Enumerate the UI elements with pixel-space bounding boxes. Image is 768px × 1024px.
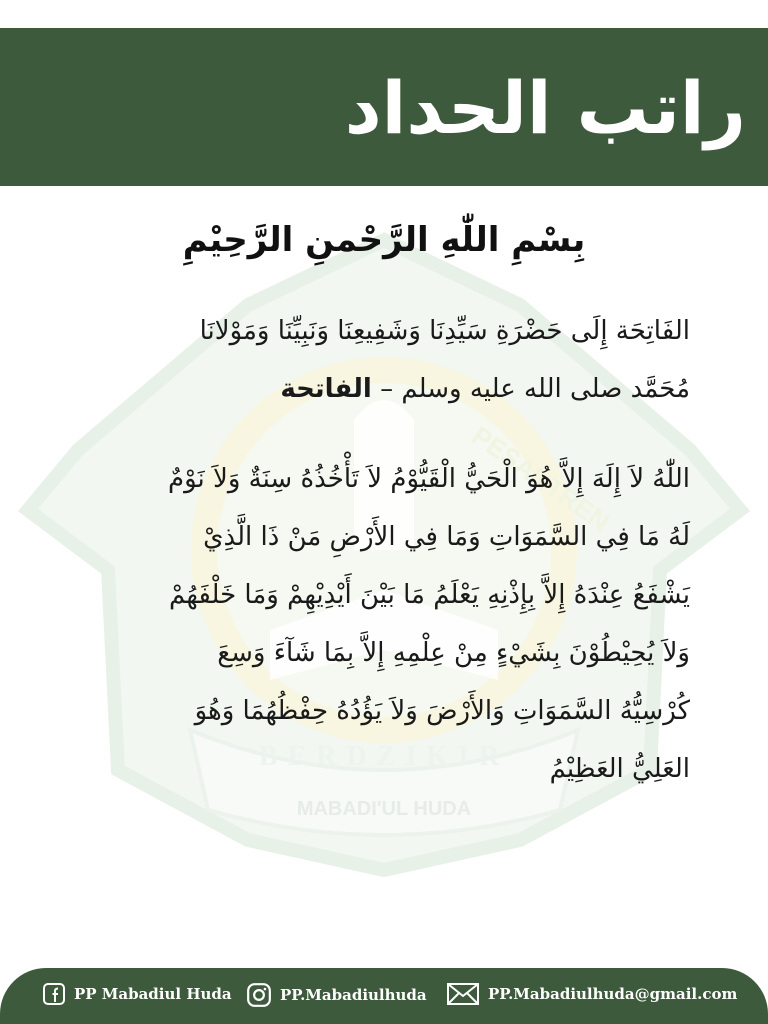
ayat-line: لَهُ مَا فِي السَّمَوَاتِ وَمَا فِي الأَرْضِ مَنْ ذَا الَّذِيْ xyxy=(203,522,690,552)
mail-icon xyxy=(446,982,480,1006)
email-label: PP.Mabadiulhuda@gmail.com xyxy=(488,985,738,1003)
basmala-heading: بِسْمِ اللّٰهِ الرَّحْمنِ الرَّحِيْمِ xyxy=(182,220,586,260)
page-title: راتب الحداد xyxy=(344,66,746,150)
instagram-label: PP.Mabadiulhuda xyxy=(280,986,427,1004)
intro-paragraph xyxy=(70,302,690,418)
watermark-label-top: PESANTREN xyxy=(466,420,616,537)
ayat-line: وَلاَ يُحِيْطُوْنَ بِشَيْءٍ مِنْ عِلْمِهِ إِلاَّ بِمَا شَآءَ وَسِعَ xyxy=(217,638,690,668)
facebook-link[interactable] xyxy=(42,982,232,1006)
ayat-line: كُرْسِيُّهُ السَّمَوَاتِ وَالأَرْضَ وَلاَ يَؤُدُهُ حِفْظُهُمَا وَهُوَ xyxy=(194,696,690,726)
ayat-line: يَشْفَعُ عِنْدَهُ إِلاَّ بِإِذْنِهِ يَعْلَمُ مَا بَيْنَ أَيْدِيْهِمْ وَمَا خَلْفَهُمْ xyxy=(169,580,690,610)
footer-bar xyxy=(0,968,768,1024)
ayat-line: اللّٰهُ لاَ إِلَهَ إِلاَّ هُوَ الْحَيُّ الْقَيُّوْمُ لاَ تَأْخُذُهُ سِنَةٌ وَلاَ نَوْمٌ xyxy=(167,464,690,494)
ayat-line: العَلِيُّ العَظِيْمُ xyxy=(549,754,690,784)
intro-line-1: الفَاتِحَة إِلَى حَضْرَةِ سَيِّدِنَا وَشَفِيعِنَا وَنَبِيِّنَا وَمَوْلانَا xyxy=(199,316,690,346)
header-banner xyxy=(0,28,768,186)
watermark-label-ribbon: MABADI'UL HUDA xyxy=(296,798,472,820)
instagram-icon xyxy=(246,982,272,1008)
intro-line-2 xyxy=(70,360,690,418)
facebook-icon xyxy=(42,982,66,1006)
intro-line-2-text: مُحَمَّد صلى الله عليه وسلم – xyxy=(371,374,690,404)
email-link[interactable] xyxy=(446,982,737,1006)
facebook-label: PP Mabadiul Huda xyxy=(74,985,232,1003)
watermark-label-band: BERDZIKIR xyxy=(258,741,510,772)
instagram-link[interactable] xyxy=(246,982,427,1008)
intro-fatiha-label: الفاتحة xyxy=(280,374,372,404)
ayat-kursi-paragraph xyxy=(70,450,690,798)
